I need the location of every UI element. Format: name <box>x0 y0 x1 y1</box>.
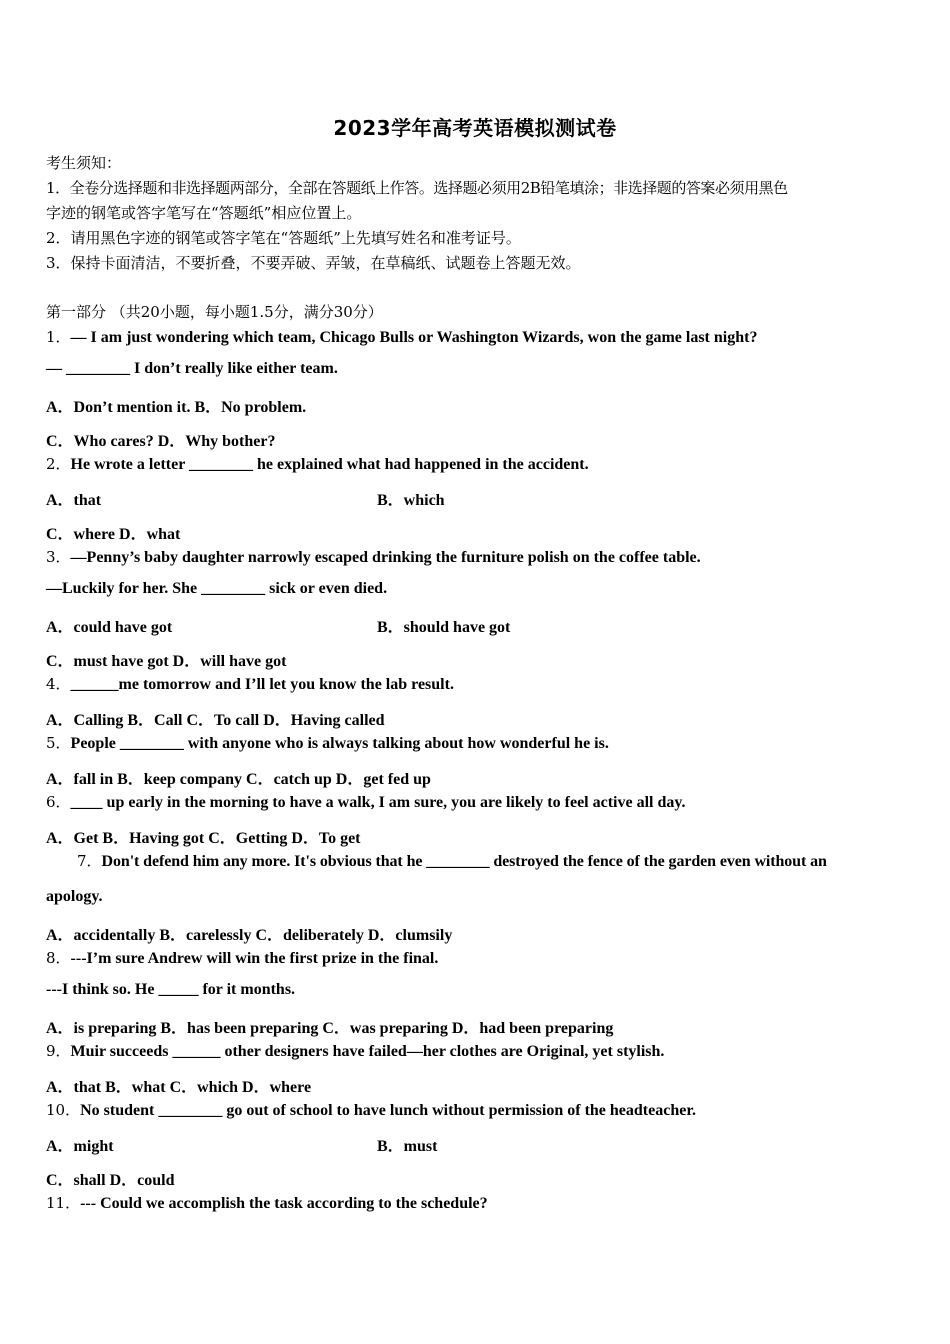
question-7 <box>77 850 827 871</box>
question-2-options-cd: C．where D．what <box>46 526 181 543</box>
page-title: 2023学年高考英语模拟测试卷 <box>333 116 617 140</box>
question-3-option-a: A．could have got <box>46 619 173 636</box>
question-7-line2: apology. <box>46 888 103 905</box>
question-3-option-b: B．should have got <box>377 619 511 636</box>
question-7-options: A．accidentally B．carelessly C．deliberately D．clumsily <box>46 927 453 944</box>
question-2-option-a: A．that <box>46 492 102 509</box>
question-stem: He wrote a letter ________ he explained what had happened in the accident. <box>70 456 589 473</box>
question-number: 3． <box>46 548 71 566</box>
question-number: 6． <box>46 793 71 811</box>
question-number: 1． <box>46 328 71 346</box>
question-stem: — I am just wondering which team, Chicago Bulls or Washington Wizards, won the game last night? <box>70 329 758 346</box>
question-stem: --- Could we accomplish the task according to the schedule? <box>80 1195 488 1212</box>
question-1-options-ab: A．Don’t mention it. B．No problem. <box>46 399 307 416</box>
question-number: 10． <box>46 1101 81 1119</box>
question-stem: Muir succeeds ______ other designers have failed—her clothes are Original, yet stylish. <box>70 1043 665 1060</box>
question-3 <box>46 546 701 567</box>
question-6-options: A．Get B．Having got C．Getting D．To get <box>46 830 361 847</box>
question-stem: People ________ with anyone who is always talking about how wonderful he is. <box>70 735 609 752</box>
notice-item-1: 1．全卷分选择题和非选择题两部分，全部在答题纸上作答。选择题必须用2B铅笔填涂；非选择题的答案必须用黑色 <box>46 179 788 197</box>
question-3-options-cd: C．must have got D．will have got <box>46 653 287 670</box>
question-number: 2． <box>46 455 71 473</box>
question-1 <box>46 326 757 347</box>
notice-heading: 考生须知： <box>46 154 122 172</box>
notice-item-1-cont: 字迹的钢笔或答字笔写在“答题纸”相应位置上。 <box>46 204 362 222</box>
question-5 <box>46 732 609 753</box>
question-9 <box>46 1040 664 1061</box>
question-10-option-b: B．must <box>377 1138 438 1155</box>
question-8-line2: ---I think so. He _____ for it months. <box>46 981 296 998</box>
question-stem: No student ________ go out of school to have lunch without permission of the headteacher. <box>80 1102 696 1119</box>
question-number: 5． <box>46 734 71 752</box>
question-number: 8． <box>46 949 71 967</box>
question-2 <box>46 453 589 474</box>
question-5-options: A．fall in B．keep company C．catch up D．get fed up <box>46 771 431 788</box>
question-number: 7． <box>77 852 102 870</box>
question-8 <box>46 947 438 968</box>
question-6 <box>46 791 686 812</box>
question-number: 9． <box>46 1042 71 1060</box>
section-heading: 第一部分 （共20小题，每小题1.5分，满分30分） <box>46 303 383 321</box>
question-2-option-b: B．which <box>377 492 445 509</box>
notice-item-2: 2．请用黑色字迹的钢笔或答字笔在“答题纸”上先填写姓名和准考证号。 <box>46 229 521 247</box>
question-11 <box>46 1192 488 1213</box>
question-4 <box>46 673 454 694</box>
question-10 <box>46 1099 696 1120</box>
notice-item-3: 3．保持卡面清洁，不要折叠，不要弄破、弄皱，在草稿纸、试题卷上答题无效。 <box>46 254 581 272</box>
question-number: 11． <box>46 1194 81 1212</box>
question-3-line2: —Luckily for her. She ________ sick or even died. <box>46 580 388 597</box>
question-9-options: A．that B．what C．which D．where <box>46 1079 312 1096</box>
question-10-option-a: A．might <box>46 1138 114 1155</box>
question-stem: ____ up early in the morning to have a walk, I am sure, you are likely to feel active all day. <box>70 794 686 811</box>
question-1-line2: — ________ I don’t really like either team. <box>46 360 338 377</box>
question-10-options-cd: C．shall D．could <box>46 1172 175 1189</box>
question-stem: ______me tomorrow and I’ll let you know the lab result. <box>70 676 454 693</box>
question-stem: ---I’m sure Andrew will win the first prize in the final. <box>70 950 439 967</box>
question-8-options: A．is preparing B．has been preparing C．was preparing D．had been preparing <box>46 1020 614 1037</box>
question-stem: —Penny’s baby daughter narrowly escaped drinking the furniture polish on the coffee table. <box>70 549 701 566</box>
question-stem: Don't defend him any more. It's obvious that he ________ destroyed the fence of the garden even without an <box>101 853 827 870</box>
question-4-options: A．Calling B．Call C．To call D．Having called <box>46 712 385 729</box>
question-number: 4． <box>46 675 71 693</box>
question-1-options-cd: C．Who cares? D．Why bother? <box>46 433 276 450</box>
